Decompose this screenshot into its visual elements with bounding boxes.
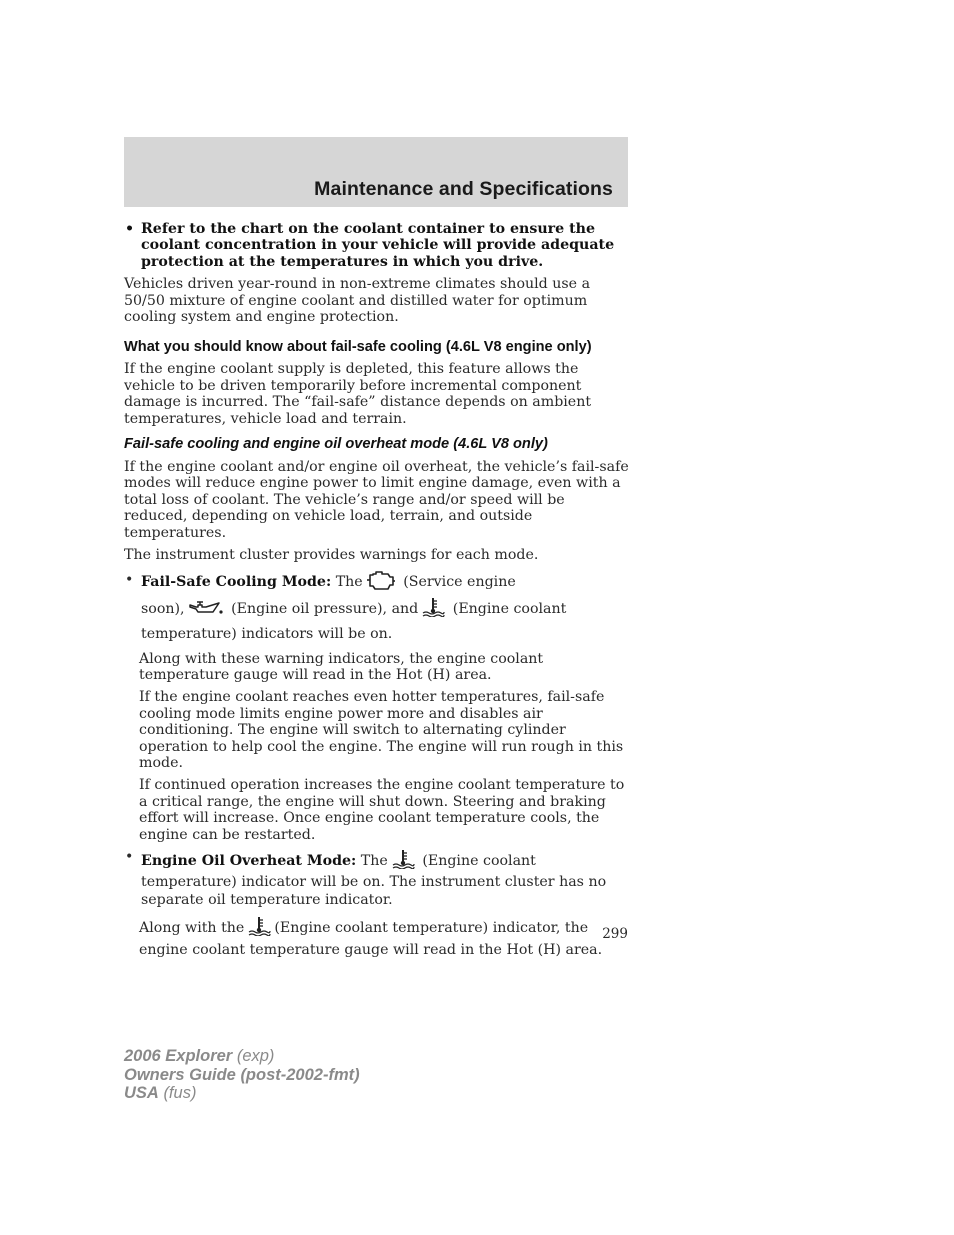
coolant-temperature-icon [247, 916, 271, 942]
paragraph-along-with: Along with the (Engine coolant temperature) indicator, the engine coolant temperature gauge will read in the Hot (H) area. [124, 916, 630, 959]
footer-line-region: USA (fus) [124, 1084, 197, 1102]
coolant-temperature-icon [391, 849, 415, 875]
paragraph-cluster: The instrument cluster provides warnings for each mode. [124, 547, 539, 564]
paragraph-overheat: If the engine coolant and/or engine oil overheat, the vehicle’s fail-safe modes will reduce engine power to limit engine damage, even with a total loss of coolant. The vehicle’s range and/or speed will be reduced, depending on vehicle load, terrain, and outside temperatures. [124, 459, 629, 541]
heading-failsafe-cooling: What you should know about fail-safe cooling (4.6L V8 engine only) [124, 339, 592, 356]
paragraph-climate: Vehicles driven year-round in non-extreme climates should use a 50/50 mixture of engine coolant and distilled water for optimum cooling system and engine protection. [124, 276, 591, 326]
bullet-dot: • [125, 571, 134, 588]
page-content [124, 221, 630, 959]
bullet-dot: • [125, 848, 134, 865]
intro-bullet: • Refer to the chart on the coolant container to ensure the coolant concentration in your vehicle will provide adequate protection at the temperatures in which you drive. [125, 221, 615, 270]
page-number: 299 [602, 926, 628, 942]
section-title: Maintenance and Specifications [314, 178, 613, 200]
paragraph-failsafe: If the engine coolant supply is depleted, this feature allows the vehicle to be driven temporarily before incremental component damage is incurred. The “fail-safe” distance depends on ambient temperatures, vehicle load and terrain. [124, 361, 592, 427]
bullet-dot: • [125, 221, 135, 237]
footer-line-guide: Owners Guide (post-2002-fmt) [124, 1065, 360, 1084]
bullet-engine-oil-overheat-mode: • Engine Oil Overheat Mode: The (Engine coolant temperature) indicator will be on. The instrument cluster has no separate oil temperature indicator. [125, 848, 607, 908]
oil-pressure-icon [188, 599, 224, 624]
bullet-failsafe-cooling-mode: • Fail-Safe Cooling Mode: The (Service engine soon), (Engine oil pressure), and (Engine coolant temperature) indicators will be on. [125, 571, 567, 642]
paragraph-hotter-temps: If the engine coolant reaches even hotter temperatures, fail-safe cooling mode limits engine power more and disables air conditioning. The engine will switch to alternating cylinder operation to help cool the engine. The engine will run rough in this mode. [139, 689, 624, 771]
paragraph-shutdown: If continued operation increases the engine coolant temperature to a critical range, the engine will shut down. Steering and braking effort will increase. Once engine coolant temperature cools, the engine can be restarted. [139, 777, 625, 843]
section-header-band [124, 137, 628, 207]
footer-line-model: 2006 Explorer (exp) [124, 1047, 275, 1065]
coolant-temperature-icon [421, 597, 445, 624]
document-footer [124, 1047, 360, 1103]
heading-overheat-mode: Fail-safe cooling and engine oil overheat mode (4.6L V8 only) [124, 436, 548, 453]
paragraph-gauge-hot: Along with these warning indicators, the engine coolant temperature gauge will read in the Hot (H) area. [139, 650, 544, 683]
service-engine-soon-icon [366, 570, 396, 597]
